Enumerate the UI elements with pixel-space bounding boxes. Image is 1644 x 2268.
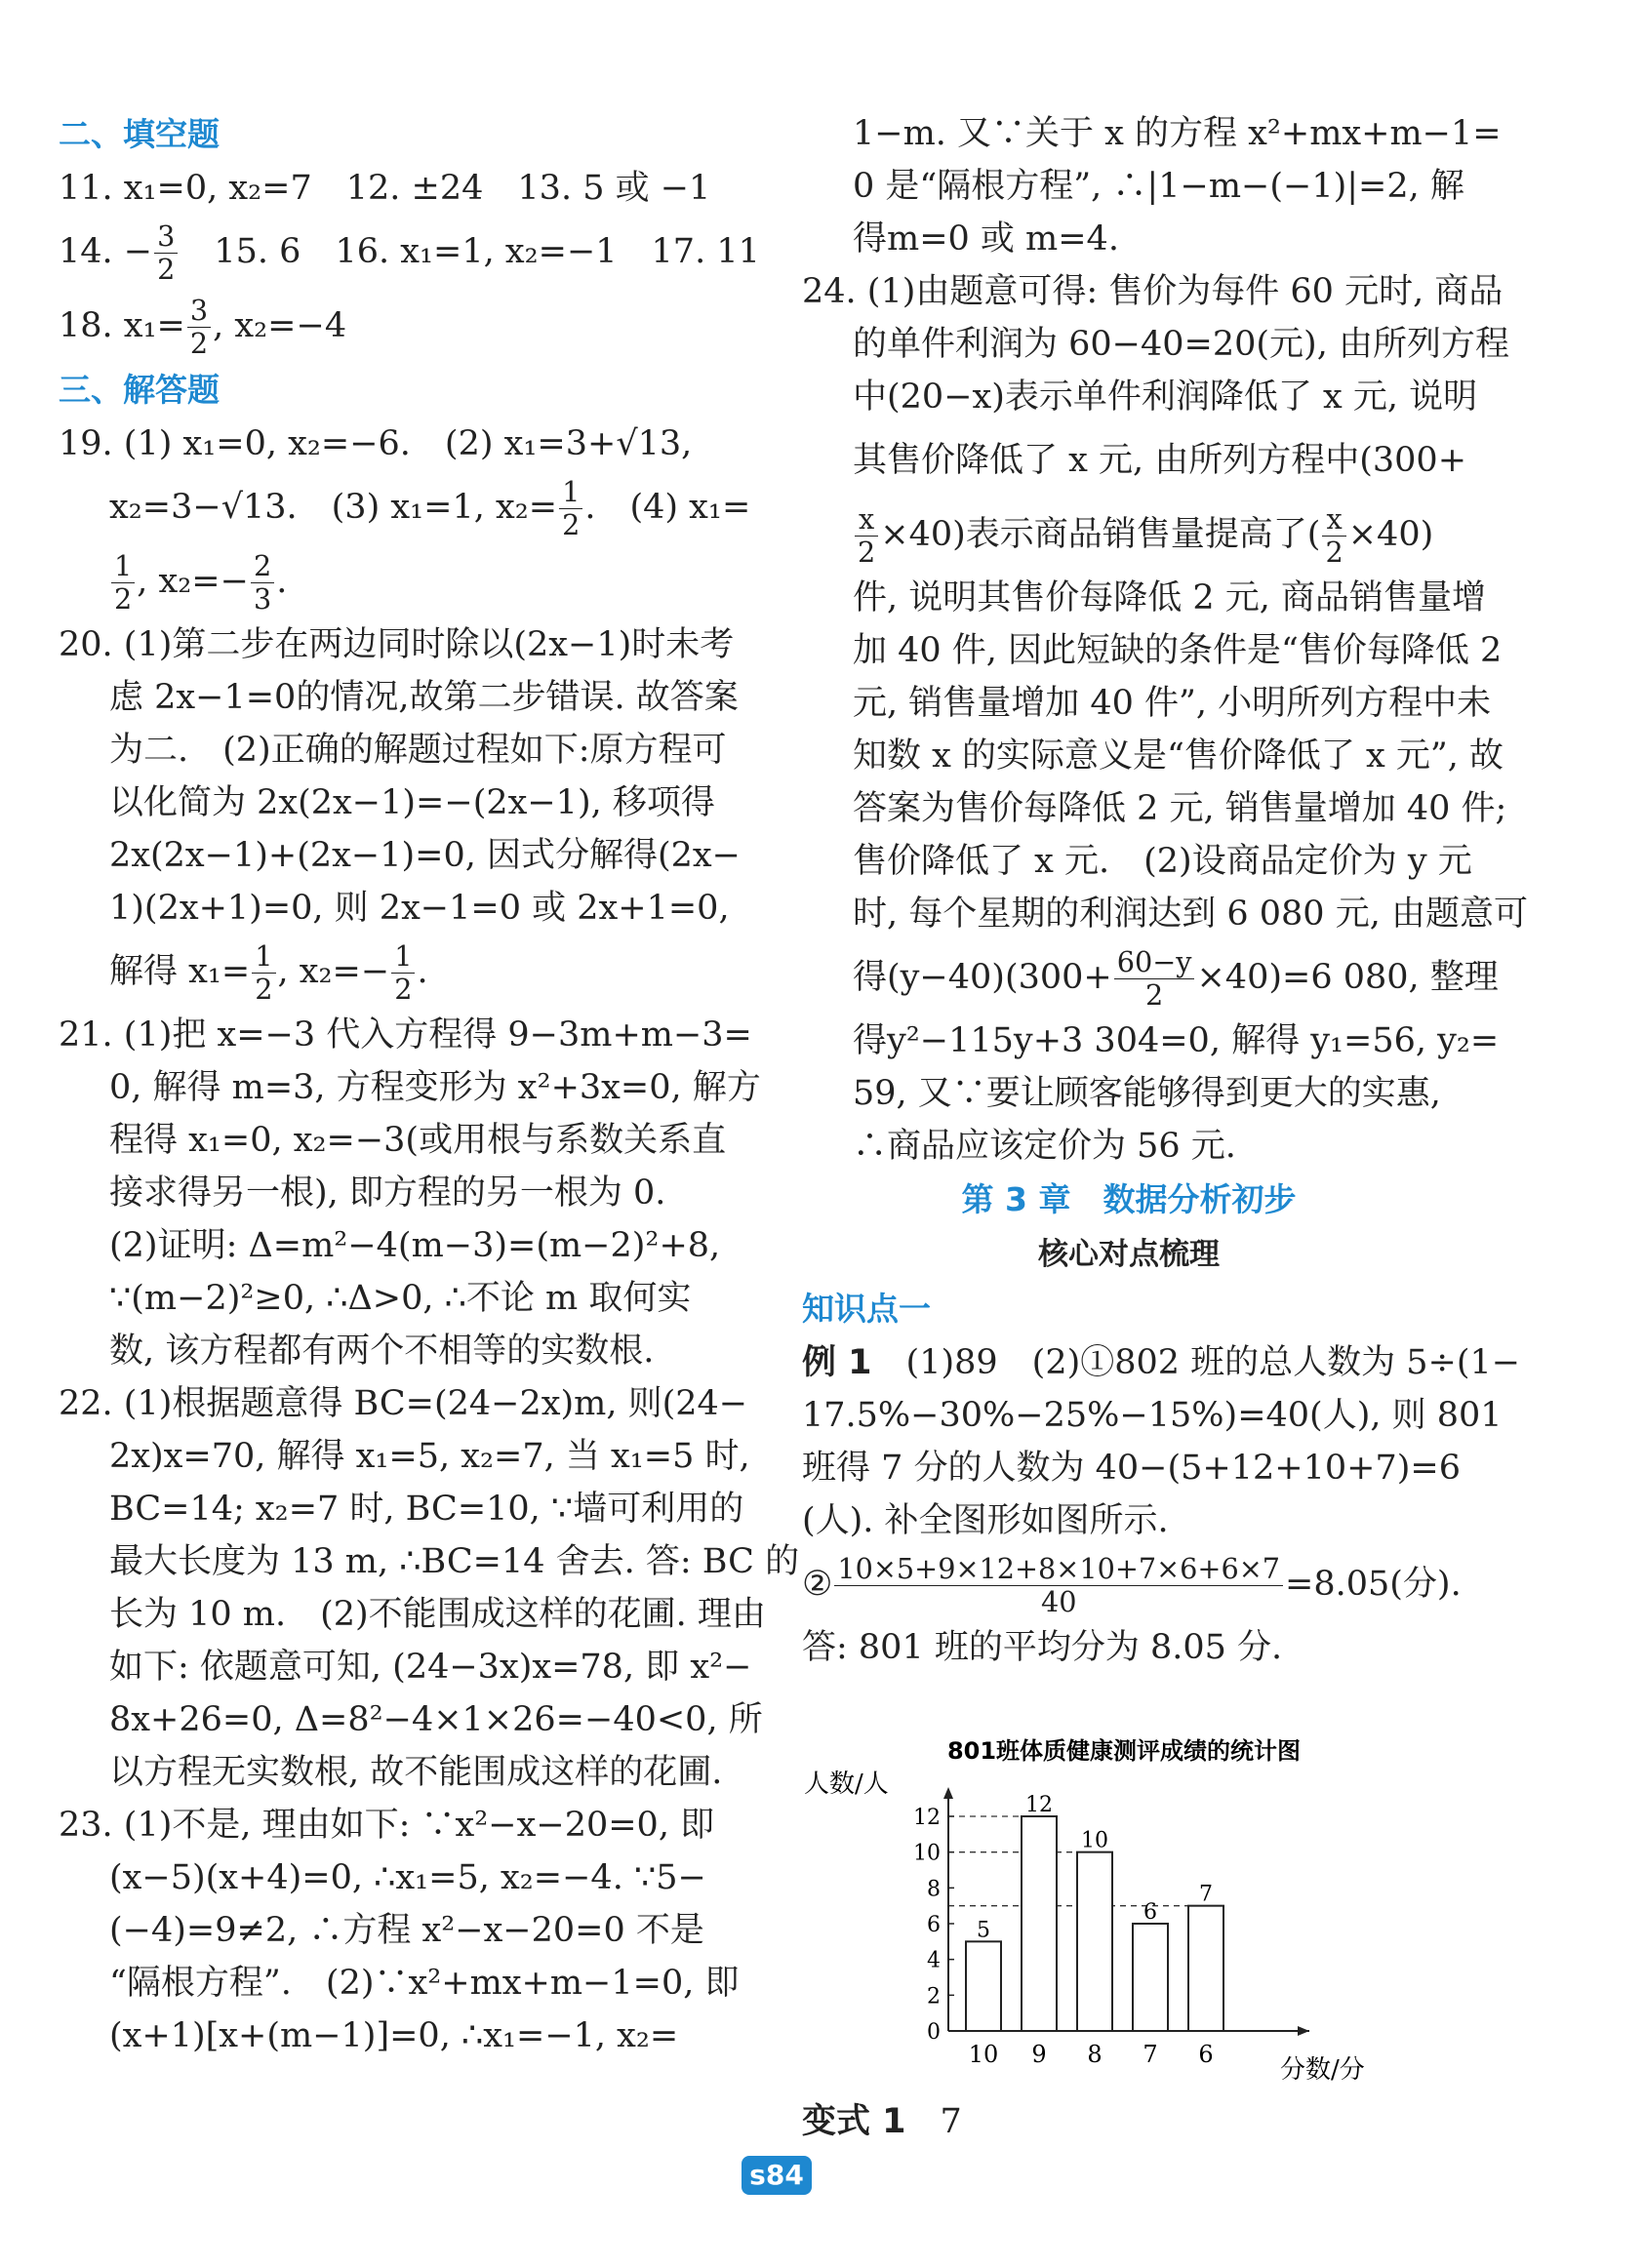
answer-20-line: 虑 2x−1=0的情况,故第二步错误. 故答案 <box>109 678 739 717</box>
y-tick-label: 6 <box>927 1913 941 1937</box>
answer-24-line: 售价降低了 x 元. (2)设商品定价为 y 元 <box>853 842 1472 881</box>
y-tick-label: 4 <box>927 1948 941 1973</box>
bar-value-label: 5 <box>977 1918 990 1943</box>
section-title: 核心对点梳理 <box>1038 1237 1220 1272</box>
bar <box>1022 1816 1057 2031</box>
example-label: 例 1 <box>802 1343 872 1382</box>
answer-20-line: 解得 x₁= $\frac{1}{2}$ , x₂=− $\frac{1}{2}$ . <box>109 939 428 1006</box>
x-axis-label: 分数/分 <box>1280 2055 1365 2083</box>
bar-value-label: 12 <box>1025 1793 1053 1817</box>
answer-23-line: (−4)=9≠2, ∴方程 x²−x−20=0 不是 <box>109 1911 704 1950</box>
bar <box>1133 1924 1168 2031</box>
x-axis-arrow <box>1298 2026 1309 2036</box>
answer-20-line: 2x(2x−1)+(2x−1)=0, 因式分解得(2x− <box>109 836 741 875</box>
answer-24-line: 的单件利润为 60−40=20(元), 由所列方程 <box>853 325 1509 364</box>
knowledge-point-heading: 知识点一 <box>802 1290 931 1328</box>
page-number: s84 <box>742 2156 812 2195</box>
answer-24-line: 中(20−x)表示单件利润降低了 x 元, 说明 <box>853 378 1478 417</box>
y-axis-label: 人数/人 <box>804 1770 889 1799</box>
y-tick-label: 12 <box>913 1806 941 1830</box>
answer-22-line: BC=14; x₂=7 时, BC=10, ∵墙可利用的 <box>109 1490 744 1529</box>
example-line: 班得 7 分的人数为 40−(5+12+10+7)=6 <box>802 1449 1461 1488</box>
answer-20-line: 为二. (2)正确的解题过程如下:原方程可 <box>109 731 727 770</box>
answer-24-line: 件, 说明其售价每降低 2 元, 商品销售量增 <box>853 578 1487 617</box>
answer-23-cont-line: 1−m. 又∵关于 x 的方程 x²+mx+m−1= <box>853 114 1502 153</box>
left-column <box>59 107 800 2062</box>
y-tick-label: 10 <box>913 1841 941 1866</box>
answer-24-line: 时, 每个星期的利润达到 6 080 元, 由题意可 <box>853 895 1528 934</box>
answer-20-line: 以化简为 2x(2x−1)=−(2x−1), 移项得 <box>109 783 715 822</box>
answer-21-line: (2)证明: Δ=m²−4(m−3)=(m−2)²+8, <box>109 1226 721 1265</box>
variant-line: 变式 1 7 <box>802 2102 962 2141</box>
answer-24-line: 24. (1)由题意可得: 售价为每件 60 元时, 商品 <box>802 272 1504 311</box>
answer-21-line: ∵(m−2)²≥0, ∴Δ>0, ∴不论 m 取何实 <box>109 1279 692 1318</box>
bar-chart <box>802 1731 1407 2083</box>
example-answer: 答: 801 班的平均分为 8.05 分. <box>802 1628 1283 1667</box>
variant-label: 变式 1 <box>802 2102 906 2141</box>
answer-24-line: 知数 x 的实际意义是“售价降低了 x 元”, 故 <box>853 736 1504 776</box>
answer-19-line: 19. (1) x₁=0, x₂=−6. (2) x₁=3+√13, <box>59 424 693 463</box>
x-tick-label: 8 <box>1087 2041 1103 2068</box>
example-line: (人). 补全图形如图所示. <box>802 1501 1169 1540</box>
answer-24-line: 得y²−115y+3 304=0, 解得 y₁=56, y₂= <box>853 1021 1500 1060</box>
answer-19-line: x₂=3−√13. (3) x₁=1, x₂= $\frac{1}{2}$ . (4) x₁= <box>109 475 751 541</box>
answer-21-line: 程得 x₁=0, x₂=−3(或用根与系数关系直 <box>109 1121 727 1160</box>
example-line: 例 1 (1)89 (2)①802 班的总人数为 5÷(1− <box>802 1343 1521 1382</box>
answer-24-line: $\frac{x}{2}$ ×40)表示商品销售量提高了( $\frac{x}{2}$ ×40) <box>802 497 1456 572</box>
answer-23-line: (x+1)[x+(m−1)]=0, ∴x₁=−1, x₂= <box>109 2016 679 2055</box>
answer-24-line: 元, 销售量增加 40 件”, 小明所列方程中未 <box>853 684 1492 723</box>
bar <box>966 1941 1001 2031</box>
answer-24-line: 59, 又∵要让顾客能够得到更大的实惠, <box>853 1074 1441 1113</box>
answer-23-line: (x−5)(x+4)=0, ∴x₁=5, x₂=−4. ∵5− <box>109 1858 706 1897</box>
answer-14-17: 14. − $\frac{3}{2}$ 15. 6 16. x₁=1, x₂=−1 17. 11 <box>59 219 760 286</box>
chart-title: 801班体质健康测评成绩的统计图 <box>946 1737 1302 1765</box>
answer-21-line: 0, 解得 m=3, 方程变形为 x²+3x=0, 解方 <box>109 1068 761 1107</box>
answer-21-line: 21. (1)把 x=−3 代入方程得 9−3m+m−3= <box>59 1015 752 1054</box>
answer-22-line: 如下: 依题意可知, (24−3x)x=78, 即 x²− <box>109 1648 752 1687</box>
answer-21-line: 数, 该方程都有两个不相等的实数根. <box>109 1332 655 1371</box>
answer-24-line: 加 40 件, 因此短缺的条件是“售价每降低 2 <box>853 631 1503 670</box>
answer-22-line: 长为 10 m. (2)不能围成这样的花圃. 理由 <box>109 1595 766 1634</box>
chapter-title: 第 3 章 数据分析初步 <box>961 1180 1297 1218</box>
bar <box>1188 1906 1223 2031</box>
section-solve-heading: 三、解答题 <box>59 371 220 409</box>
right-column <box>802 107 1528 1674</box>
answer-24-line: 得(y−40)(300+ $\frac{60-y}{2}$ ×40)=6 080, 整理 <box>853 945 1499 1012</box>
x-tick-label: 10 <box>968 2041 999 2068</box>
answer-11-13: 11. x₁=0, x₂=7 12. ±24 13. 5 或 −1 <box>59 169 711 208</box>
example-formula: ② $\frac{10\times 5+9\times 12+8\times 10+7\times 6+6\times 7}{40}$ =8.05(分). <box>802 1552 1462 1618</box>
x-tick-label: 6 <box>1198 2041 1214 2068</box>
bar-value-label: 6 <box>1143 1900 1157 1925</box>
answer-20-line: 20. (1)第二步在两边同时除以(2x−1)时未考 <box>59 625 735 664</box>
answer-22-line: 8x+26=0, Δ=8²−4×1×26=−40<0, 所 <box>109 1700 763 1739</box>
answer-22-line: 2x)x=70, 解得 x₁=5, x₂=7, 当 x₁=5 时, <box>109 1437 750 1476</box>
answer-23-cont-line: 得m=0 或 m=4. <box>853 219 1119 259</box>
y-tick-label: 8 <box>927 1877 941 1902</box>
answer-22-line: 以方程无实数根, 故不能围成这样的花圃. <box>109 1753 723 1792</box>
y-tick-label: 0 <box>927 2020 941 2045</box>
y-tick-label: 2 <box>927 1984 941 2009</box>
answer-22-line: 最大长度为 13 m, ∴BC=14 舍去. 答: BC 的 <box>109 1542 800 1581</box>
answer-24-line: ∴商品应该定价为 56 元. <box>853 1127 1236 1166</box>
answer-22-line: 22. (1)根据题意得 BC=(24−2x)m, 则(24− <box>59 1384 748 1423</box>
answer-20-line: 1)(2x+1)=0, 则 2x−1=0 或 2x+1=0, <box>109 889 730 928</box>
bar-value-label: 7 <box>1199 1882 1213 1907</box>
bar-value-label: 10 <box>1081 1828 1108 1853</box>
x-tick-label: 9 <box>1031 2041 1047 2068</box>
y-axis-arrow <box>943 1787 953 1799</box>
answer-23-line: 23. (1)不是, 理由如下: ∵x²−x−20=0, 即 <box>59 1806 715 1845</box>
bar <box>1077 1852 1112 2031</box>
section-fill-heading: 二、填空题 <box>59 115 220 153</box>
answer-19-line: $\frac{1}{2}$ , x₂=− $\frac{2}{3}$ . <box>59 544 722 618</box>
answer-21-line: 接求得另一根), 即方程的另一根为 0. <box>109 1174 666 1213</box>
answer-24-line: 其售价降低了 x 元, 由所列方程中(300+ <box>853 441 1467 480</box>
answer-23-cont-line: 0 是“隔根方程”, ∴|1−m−(−1)|=2, 解 <box>853 167 1464 206</box>
answer-23-line: “隔根方程”. (2)∵x²+mx+m−1=0, 即 <box>109 1964 740 2003</box>
example-line: 17.5%−30%−25%−15%)=40(人), 则 801 <box>802 1396 1503 1435</box>
answer-18: 18. x₁= $\frac{3}{2}$ , x₂=−4 <box>59 294 347 360</box>
x-tick-label: 7 <box>1143 2041 1158 2068</box>
answer-24-line: 答案为售价每降低 2 元, 销售量增加 40 件; <box>853 789 1507 828</box>
